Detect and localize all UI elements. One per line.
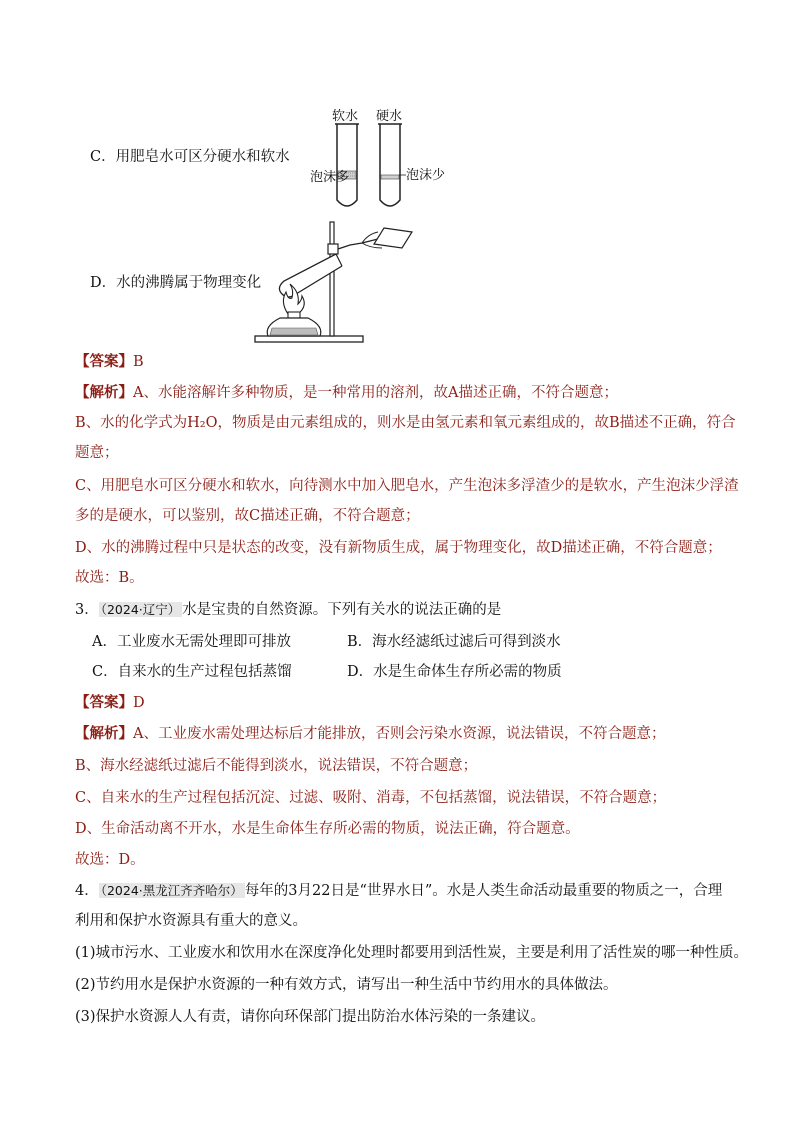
more-foam-label: 泡沫多	[310, 170, 350, 185]
answer-value: D	[133, 695, 145, 711]
q4-number: 4．	[75, 883, 99, 899]
q3-analysis-c: C、自来水的生产过程包括沉淀、过滤、吸附、消毒，不包括蒸馏，说法错误，不符合题意；	[75, 790, 667, 806]
option-d: D．水的沸腾属于物理变化	[90, 275, 262, 291]
answer-tag: 【答案】	[75, 694, 133, 711]
q3-analysis-d: D、生命活动离不开水，水是生命体生存所必需的物质，说法正确，符合题意。	[75, 821, 580, 837]
q4-stem-line2: 利用和保护水资源具有重大的意义。	[75, 913, 307, 929]
q4-sub-question-2: (2)节约用水是保护水资源的一种有效方式，请写出一种生活中节约用水的具体做法。	[75, 977, 618, 993]
q3-source: （2024·辽宁）	[100, 602, 181, 617]
boiling-apparatus-figure	[250, 218, 420, 348]
hard-water-label: 硬水	[376, 109, 403, 124]
q3-option-a: A．工业废水无需处理即可排放	[92, 634, 291, 650]
soap-water-test-figure	[300, 100, 460, 212]
q3-analysis-a	[75, 724, 665, 744]
q2-analysis-c2: 多的是硬水，可以鉴别，故C描述正确，不符合题意；	[75, 508, 420, 524]
q3-number: 3．	[75, 602, 99, 618]
q4-sub-question-3: (3)保护水资源人人有责，请你向环保部门提出防治水体污染的一条建议。	[75, 1009, 546, 1025]
iron-stand-alcohol-lamp-drawing	[250, 218, 420, 348]
q2-analysis-c1: C、用肥皂水可区分硬水和软水，向待测水中加入肥皂水，产生泡沫多浮渣少的是软水，产生泡沫少浮渣	[75, 478, 739, 494]
q3-analysis-b: B、海水经滤纸过滤后不能得到淡水，说法错误，不符合题意；	[75, 758, 478, 774]
answer-value: B	[133, 354, 144, 370]
q3-stem	[75, 600, 501, 620]
q3-option-d: D．水是生命体生存所必需的物质	[347, 664, 562, 680]
q4-stem-text: 每年的3月22日是“世界水日”。水是人类生命活动最重要的物质之一，合理	[244, 883, 723, 899]
q4-stem-line1	[75, 881, 722, 901]
option-c: C．用肥皂水可区分硬水和软水	[90, 149, 290, 165]
analysis-text: A、工业废水需处理达标后才能排放，否则会污染水资源，说法错误，不符合题意；	[133, 726, 666, 742]
q2-answer-line	[75, 352, 144, 372]
q2-analysis-a	[75, 383, 618, 403]
analysis-tag: 【解析】	[75, 384, 133, 401]
q4-source: （2024·黑龙江齐齐哈尔）	[100, 883, 243, 898]
q3-option-c: C．自来水的生产过程包括蒸馏	[92, 664, 292, 680]
q2-analysis-d: D、水的沸腾过程中只是状态的改变，没有新物质生成，属于物理变化，故D描述正确，不符合题意；	[75, 540, 722, 556]
q2-analysis-b2: 题意；	[75, 445, 119, 461]
soft-water-label: 软水	[332, 109, 359, 124]
q2-choose: 故选：B。	[75, 570, 144, 586]
analysis-tag: 【解析】	[75, 725, 133, 742]
q3-choose: 故选：D。	[75, 852, 145, 868]
answer-tag: 【答案】	[75, 353, 133, 370]
q4-sub-question-1: (1)城市污水、工业废水和饮用水在深度净化处理时都要用到活性炭，主要是利用了活性炭的哪一种性质。	[75, 945, 749, 961]
q3-stem-text: 水是宝贵的自然资源。下列有关水的说法正确的是	[182, 602, 502, 618]
q3-option-b: B．海水经滤纸过滤后可得到淡水	[347, 634, 561, 650]
q2-analysis-b1: B、水的化学式为H₂O，物质是由元素组成的，则水是由氢元素和氧元素组成的，故B描述不正确，符合	[75, 415, 736, 431]
analysis-text: A、水能溶解许多种物质，是一种常用的溶剂，故A描述正确，不符合题意；	[133, 385, 618, 401]
less-foam-label: 泡沫少	[406, 168, 446, 183]
q3-answer-line	[75, 693, 145, 713]
